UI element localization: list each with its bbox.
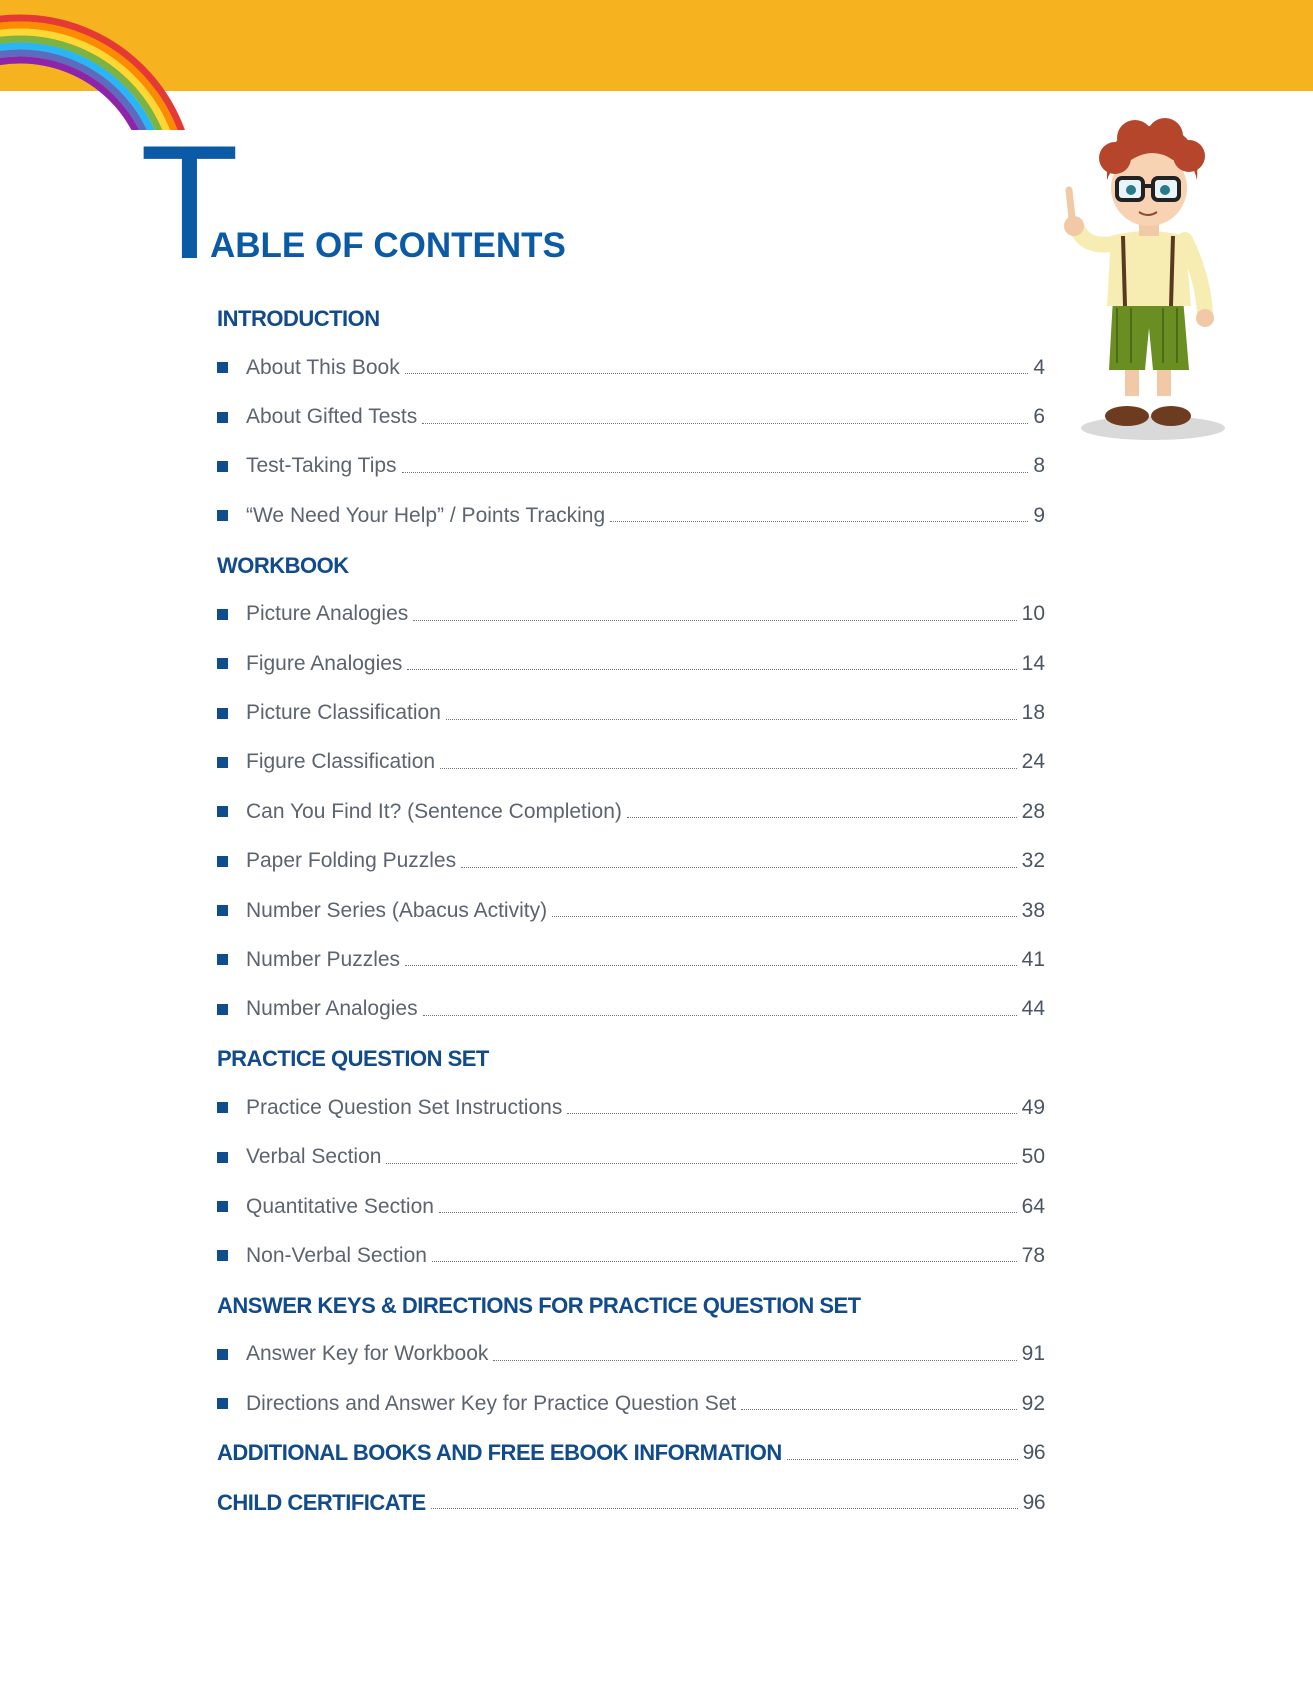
entry-label: About This Book [246, 355, 400, 379]
dot-leader [493, 1360, 1016, 1361]
toc-entry[interactable] [217, 1231, 1045, 1280]
section-heading-answer-keys: ANSWER KEYS & DIRECTIONS FOR PRACTICE QUESTION SET [217, 1292, 861, 1318]
entry-page: 49 [1021, 1095, 1045, 1119]
entry-label: Paper Folding Puzzles [246, 849, 457, 873]
toc-entry[interactable] [217, 738, 1045, 787]
toc-heading-entry-child-certificate[interactable] [217, 1478, 1045, 1527]
section-heading-workbook: WORKBOOK [217, 552, 349, 578]
entry-page: 10 [1021, 602, 1045, 626]
entry-page: 91 [1021, 1342, 1045, 1366]
bullet-icon [217, 1201, 228, 1212]
entry-label: ADDITIONAL BOOKS AND FREE EBOOK INFORMATION [217, 1440, 782, 1466]
entry-page: 38 [1021, 898, 1045, 922]
bullet-icon [217, 856, 228, 867]
bullet-icon [217, 1004, 228, 1015]
entry-label: Picture Classification [246, 701, 441, 725]
boy-illustration [1055, 108, 1245, 443]
bullet-icon [217, 806, 228, 817]
dot-leader [461, 867, 1017, 868]
title-initial: T [140, 112, 235, 293]
dot-leader [402, 472, 1029, 473]
entry-label: About Gifted Tests [246, 405, 418, 429]
dot-leader [787, 1459, 1018, 1460]
toc-entry[interactable] [217, 1132, 1045, 1181]
bullet-icon [217, 1102, 228, 1113]
entry-page: 6 [1033, 405, 1045, 429]
toc-entry[interactable] [217, 1182, 1045, 1231]
entry-label: Number Series (Abacus Activity) [246, 898, 548, 922]
entry-page: 96 [1022, 1441, 1045, 1465]
entry-label: Number Analogies [246, 997, 418, 1021]
page-title [140, 112, 740, 293]
dot-leader [627, 817, 1017, 818]
bullet-icon [217, 1250, 228, 1261]
entry-page: 64 [1021, 1194, 1045, 1218]
entry-page: 28 [1021, 799, 1045, 823]
bullet-icon [217, 1398, 228, 1409]
toc-entry[interactable] [217, 590, 1045, 639]
toc-entry[interactable] [217, 985, 1045, 1034]
bullet-icon [217, 1349, 228, 1360]
entry-page: 78 [1021, 1243, 1045, 1267]
dot-leader [552, 916, 1017, 917]
entry-label: CHILD CERTIFICATE [217, 1489, 426, 1515]
entry-label: Non-Verbal Section [246, 1243, 427, 1267]
dot-leader [405, 965, 1017, 966]
entry-page: 96 [1022, 1490, 1045, 1514]
dot-leader [423, 1015, 1017, 1016]
dot-leader [741, 1409, 1016, 1410]
entry-page: 44 [1021, 997, 1045, 1021]
toc-entry[interactable] [217, 886, 1045, 935]
toc-entry[interactable] [217, 343, 1045, 392]
entry-page: 50 [1021, 1145, 1045, 1169]
toc-entry[interactable] [217, 787, 1045, 836]
entry-label: Picture Analogies [246, 602, 409, 626]
entry-page: 9 [1033, 503, 1045, 527]
section-heading-practice-question-set: PRACTICE QUESTION SET [217, 1046, 489, 1072]
toc-entry[interactable] [217, 935, 1045, 984]
dot-leader [446, 719, 1017, 720]
toc-entry[interactable] [217, 1379, 1045, 1428]
toc-entry[interactable] [217, 491, 1045, 540]
dot-leader [610, 521, 1028, 522]
entry-label: Verbal Section [246, 1145, 382, 1169]
entry-page: 24 [1021, 750, 1045, 774]
bullet-icon [217, 658, 228, 669]
entry-label: Number Puzzles [246, 947, 401, 971]
toc-entry[interactable] [217, 1330, 1045, 1379]
dot-leader [386, 1163, 1016, 1164]
section-heading-introduction: INTRODUCTION [217, 306, 380, 331]
entry-label: Quantitative Section [246, 1194, 434, 1218]
title-text: ABLE OF CONTENTS [210, 226, 566, 265]
dot-leader [422, 423, 1028, 424]
bullet-icon [217, 609, 228, 620]
entry-label: Practice Question Set Instructions [246, 1095, 563, 1119]
bullet-icon [217, 461, 228, 472]
bullet-icon [217, 412, 228, 423]
entry-label: Figure Analogies [246, 651, 403, 675]
dot-leader [432, 1261, 1017, 1262]
bullet-icon [217, 905, 228, 916]
entry-label: “We Need Your Help” / Points Tracking [246, 503, 606, 527]
entry-page: 14 [1021, 651, 1045, 675]
dot-leader [405, 373, 1029, 374]
entry-label: Figure Classification [246, 750, 436, 774]
dot-leader [413, 620, 1016, 621]
bullet-icon [217, 1152, 228, 1163]
toc-entry[interactable] [217, 639, 1045, 688]
dot-leader [407, 669, 1016, 670]
toc-entry[interactable] [217, 392, 1045, 441]
entry-page: 4 [1033, 355, 1045, 379]
toc-entry[interactable] [217, 1083, 1045, 1132]
toc-entry[interactable] [217, 837, 1045, 886]
bullet-icon [217, 362, 228, 373]
dot-leader [567, 1113, 1016, 1114]
rainbow-icon [0, 0, 200, 130]
entry-page: 32 [1021, 849, 1045, 873]
table-of-contents [217, 294, 1045, 1527]
toc-entry[interactable] [217, 688, 1045, 737]
entry-label: Can You Find It? (Sentence Completion) [246, 799, 622, 823]
dot-leader [439, 1212, 1017, 1213]
entry-label: Test-Taking Tips [246, 454, 397, 478]
toc-heading-entry-additional-books[interactable] [217, 1428, 1045, 1477]
entry-page: 18 [1021, 701, 1045, 725]
toc-entry[interactable] [217, 442, 1045, 491]
entry-label: Directions and Answer Key for Practice Question Set [246, 1391, 737, 1415]
dot-leader [440, 768, 1017, 769]
bullet-icon [217, 708, 228, 719]
entry-label: Answer Key for Workbook [246, 1342, 489, 1366]
bullet-icon [217, 510, 228, 521]
dot-leader [431, 1508, 1018, 1509]
entry-page: 8 [1033, 454, 1045, 478]
bullet-icon [217, 757, 228, 768]
entry-page: 92 [1021, 1391, 1045, 1415]
entry-page: 41 [1021, 947, 1045, 971]
bullet-icon [217, 954, 228, 965]
